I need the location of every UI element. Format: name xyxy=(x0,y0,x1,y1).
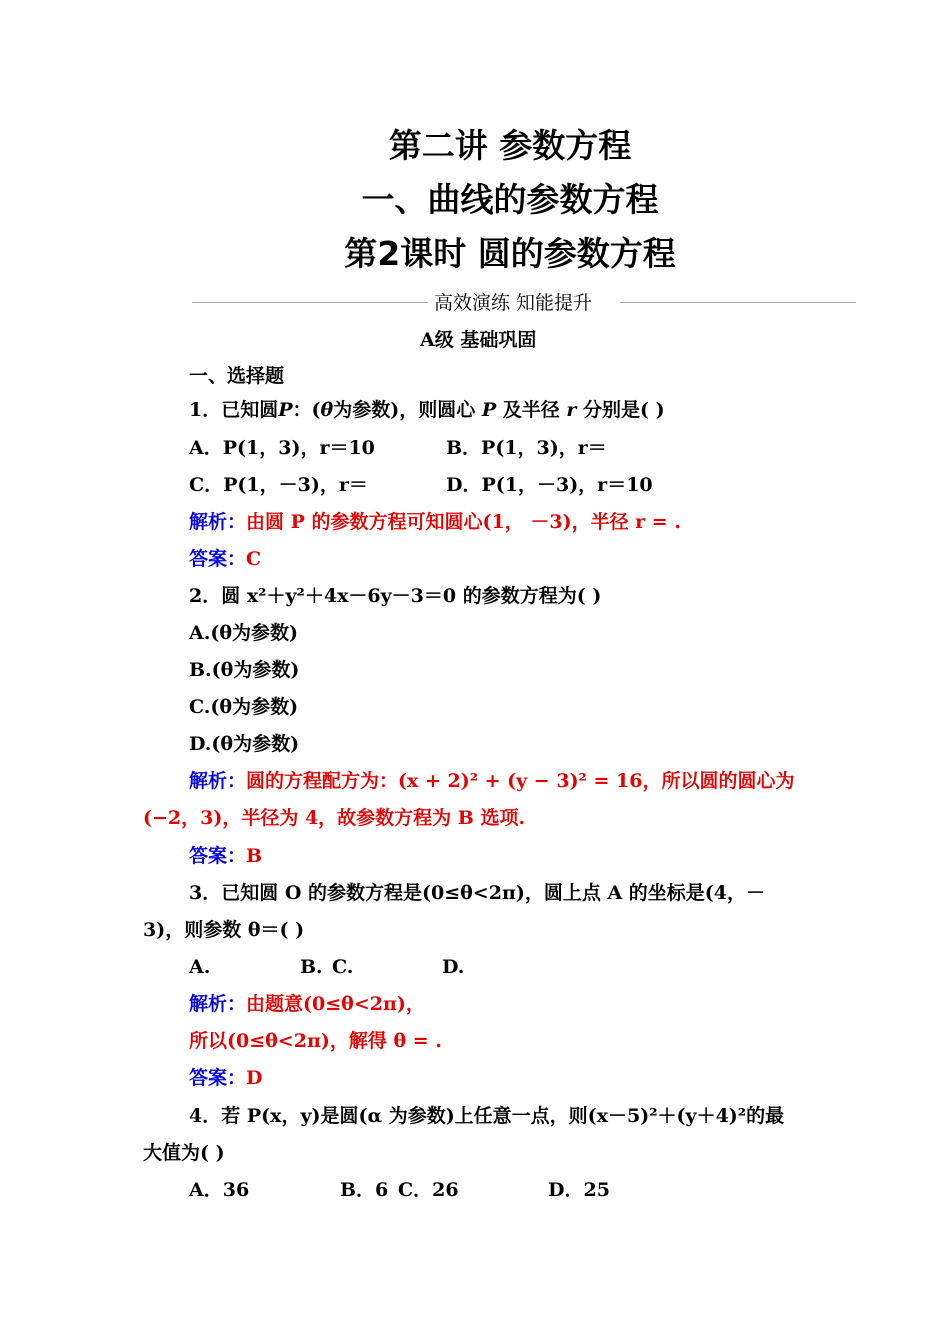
lesson-title: 第2课时 圆的参数方程 xyxy=(344,234,676,273)
q1-answer-value: C xyxy=(246,548,262,570)
q4-option-d: D．25 xyxy=(548,1179,610,1201)
q2-stem: 2．圆 x²＋y²＋4x－6y－3＝0 的参数方程为( ) xyxy=(189,585,602,607)
q1-stem-part: ：( xyxy=(292,399,321,421)
q1-stem-var: P xyxy=(278,399,293,421)
q3-stem-continued: 3)，则参数 θ＝( ) xyxy=(143,919,305,941)
q2-analysis-label: 解析： xyxy=(189,770,247,792)
q4-option-b: B．6 xyxy=(340,1179,389,1201)
q1-stem-part: 分别是( ) xyxy=(583,399,665,421)
q2-analysis-text: 圆的方程配方为：(x + 2)² + (y − 3)² = 16，所以圆的圆心为 xyxy=(246,770,795,792)
q1-option-a: A．P(1，3)，r＝10 xyxy=(189,437,375,459)
q1-stem-var: θ xyxy=(320,399,334,421)
section-title: 一、曲线的参数方程 xyxy=(361,180,659,219)
q1-analysis-label: 解析： xyxy=(189,511,247,533)
q3-analysis-text: 由题意(0≤θ<2π)， xyxy=(246,993,425,1015)
q1-option-d: D．P(1，－3)，r＝10 xyxy=(446,474,653,496)
q1-stem-part: 为参数)，则圆心 xyxy=(333,399,476,421)
q3-analysis-label: 解析： xyxy=(189,993,247,1015)
q4-option-a: A．36 xyxy=(189,1179,250,1201)
q1-analysis xyxy=(189,510,681,534)
q3-answer xyxy=(189,1066,263,1090)
q1-answer xyxy=(189,547,261,571)
q1-stem-var: P xyxy=(481,399,497,421)
q3-option-c: C. xyxy=(332,956,354,978)
q2-analysis xyxy=(189,769,794,793)
level-heading: A级 基础巩固 xyxy=(420,329,537,351)
q1-stem-var: r xyxy=(566,399,577,421)
q3-answer-label: 答案： xyxy=(189,1067,247,1089)
q2-option-a: A.(θ为参数) xyxy=(189,622,299,644)
q4-stem: 4．若 P(x，y)是圆(α 为参数)上任意一点，则(x－5)²＋(y＋4)²的最 xyxy=(189,1105,785,1127)
q3-option-b: B. xyxy=(300,956,323,978)
divider-line-left xyxy=(192,302,428,303)
banner-text: 高效演练 知能提升 xyxy=(434,292,593,314)
q2-option-c: C.(θ为参数) xyxy=(189,696,299,718)
q3-analysis-continued: 所以(0≤θ<2π)，解得 θ = . xyxy=(189,1030,442,1052)
q1-stem xyxy=(189,398,665,422)
q2-answer xyxy=(189,844,262,868)
q2-analysis-continued: (−2，3)，半径为 4，故参数方程为 B 选项. xyxy=(143,807,526,829)
q2-answer-value: B xyxy=(246,845,263,867)
lecture-title: 第二讲 参数方程 xyxy=(388,126,632,165)
q1-option-b: B．P(1，3)，r＝ xyxy=(446,437,607,459)
q1-option-c: C．P(1，－3)，r＝ xyxy=(189,474,368,496)
q3-option-a: A. xyxy=(189,956,211,978)
q3-stem: 3．已知圆 O 的参数方程是(0≤θ<2π)，圆上点 A 的坐标是(4，－ xyxy=(189,882,766,904)
q1-stem-part: 及半径 xyxy=(502,399,560,421)
q3-analysis xyxy=(189,992,425,1016)
part-heading: 一、选择题 xyxy=(189,365,285,387)
q4-option-c: C．26 xyxy=(398,1179,459,1201)
q2-option-d: D.(θ为参数) xyxy=(189,733,300,755)
banner-divider xyxy=(192,286,856,318)
q1-stem-part: 1．已知圆 xyxy=(189,399,279,421)
divider-line-right xyxy=(620,302,856,303)
q3-answer-value: D xyxy=(246,1067,263,1089)
q4-stem-continued: 大值为( ) xyxy=(143,1142,225,1164)
q2-option-b: B.(θ为参数) xyxy=(189,659,300,681)
q1-answer-label: 答案： xyxy=(189,548,247,570)
q3-option-d: D. xyxy=(442,956,465,978)
q1-analysis-text: 由圆 P 的参数方程可知圆心(1， －3)，半径 r = . xyxy=(246,511,681,533)
q2-answer-label: 答案： xyxy=(189,845,247,867)
